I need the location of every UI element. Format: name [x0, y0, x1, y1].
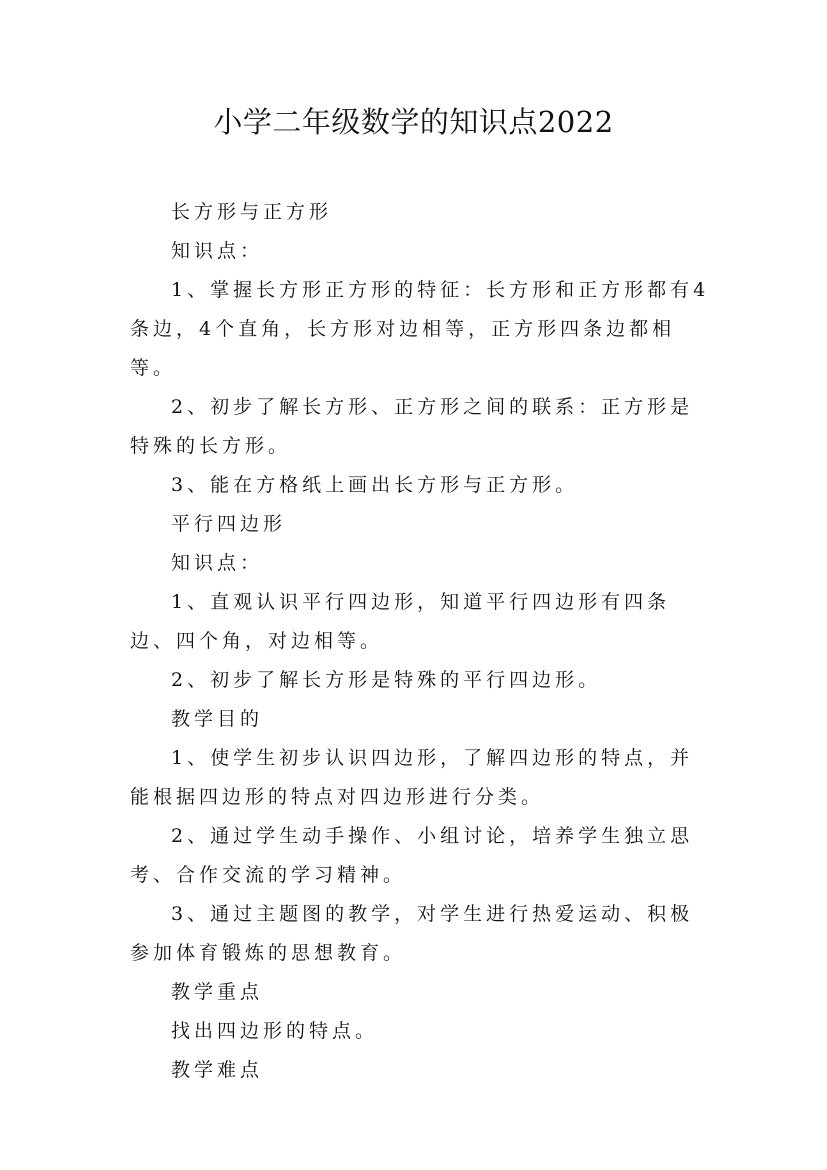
heading-teaching-focus: 教学重点	[171, 981, 264, 1003]
paragraph: 2、初步了解长方形是特殊的平行四边形。	[171, 669, 602, 691]
heading-teaching-difficulty: 教学难点	[171, 1059, 264, 1081]
knowledge-points-label: 知识点：	[171, 552, 264, 574]
paragraph: 找出四边形的特点。	[171, 1020, 379, 1042]
heading-parallelogram: 平行四边形	[171, 513, 287, 535]
paragraph: 3、通过主题图的教学，对学生进行热爱运动、积极参加体育锻炼的思想教育。	[130, 903, 694, 964]
heading-teaching-objectives: 教学目的	[171, 708, 264, 730]
paragraph: 3、能在方格纸上画出长方形与正方形。	[171, 474, 579, 496]
document-title: 小学二年级数学的知识点2022	[213, 105, 614, 139]
paragraph: 1、使学生初步认识四边形，了解四边形的特点，并能根据四边形的特点对四边形进行分类。	[130, 747, 694, 808]
paragraph: 1、掌握长方形正方形的特征：长方形和正方形都有4条边，4个直角，长方形对边相等，正方形四条边都相等。	[130, 279, 710, 379]
knowledge-points-label: 知识点：	[171, 240, 264, 262]
heading-rectangle-square: 长方形与正方形	[171, 201, 333, 223]
paragraph: 2、初步了解长方形、正方形之间的联系：正方形是特殊的长方形。	[130, 396, 694, 457]
document-body	[130, 193, 710, 1090]
paragraph: 1、直观认识平行四边形，知道平行四边形有四条边、四个角，对边相等。	[130, 591, 671, 652]
paragraph: 2、通过学生动手操作、小组讨论，培养学生独立思考、合作交流的学习精神。	[130, 825, 694, 886]
